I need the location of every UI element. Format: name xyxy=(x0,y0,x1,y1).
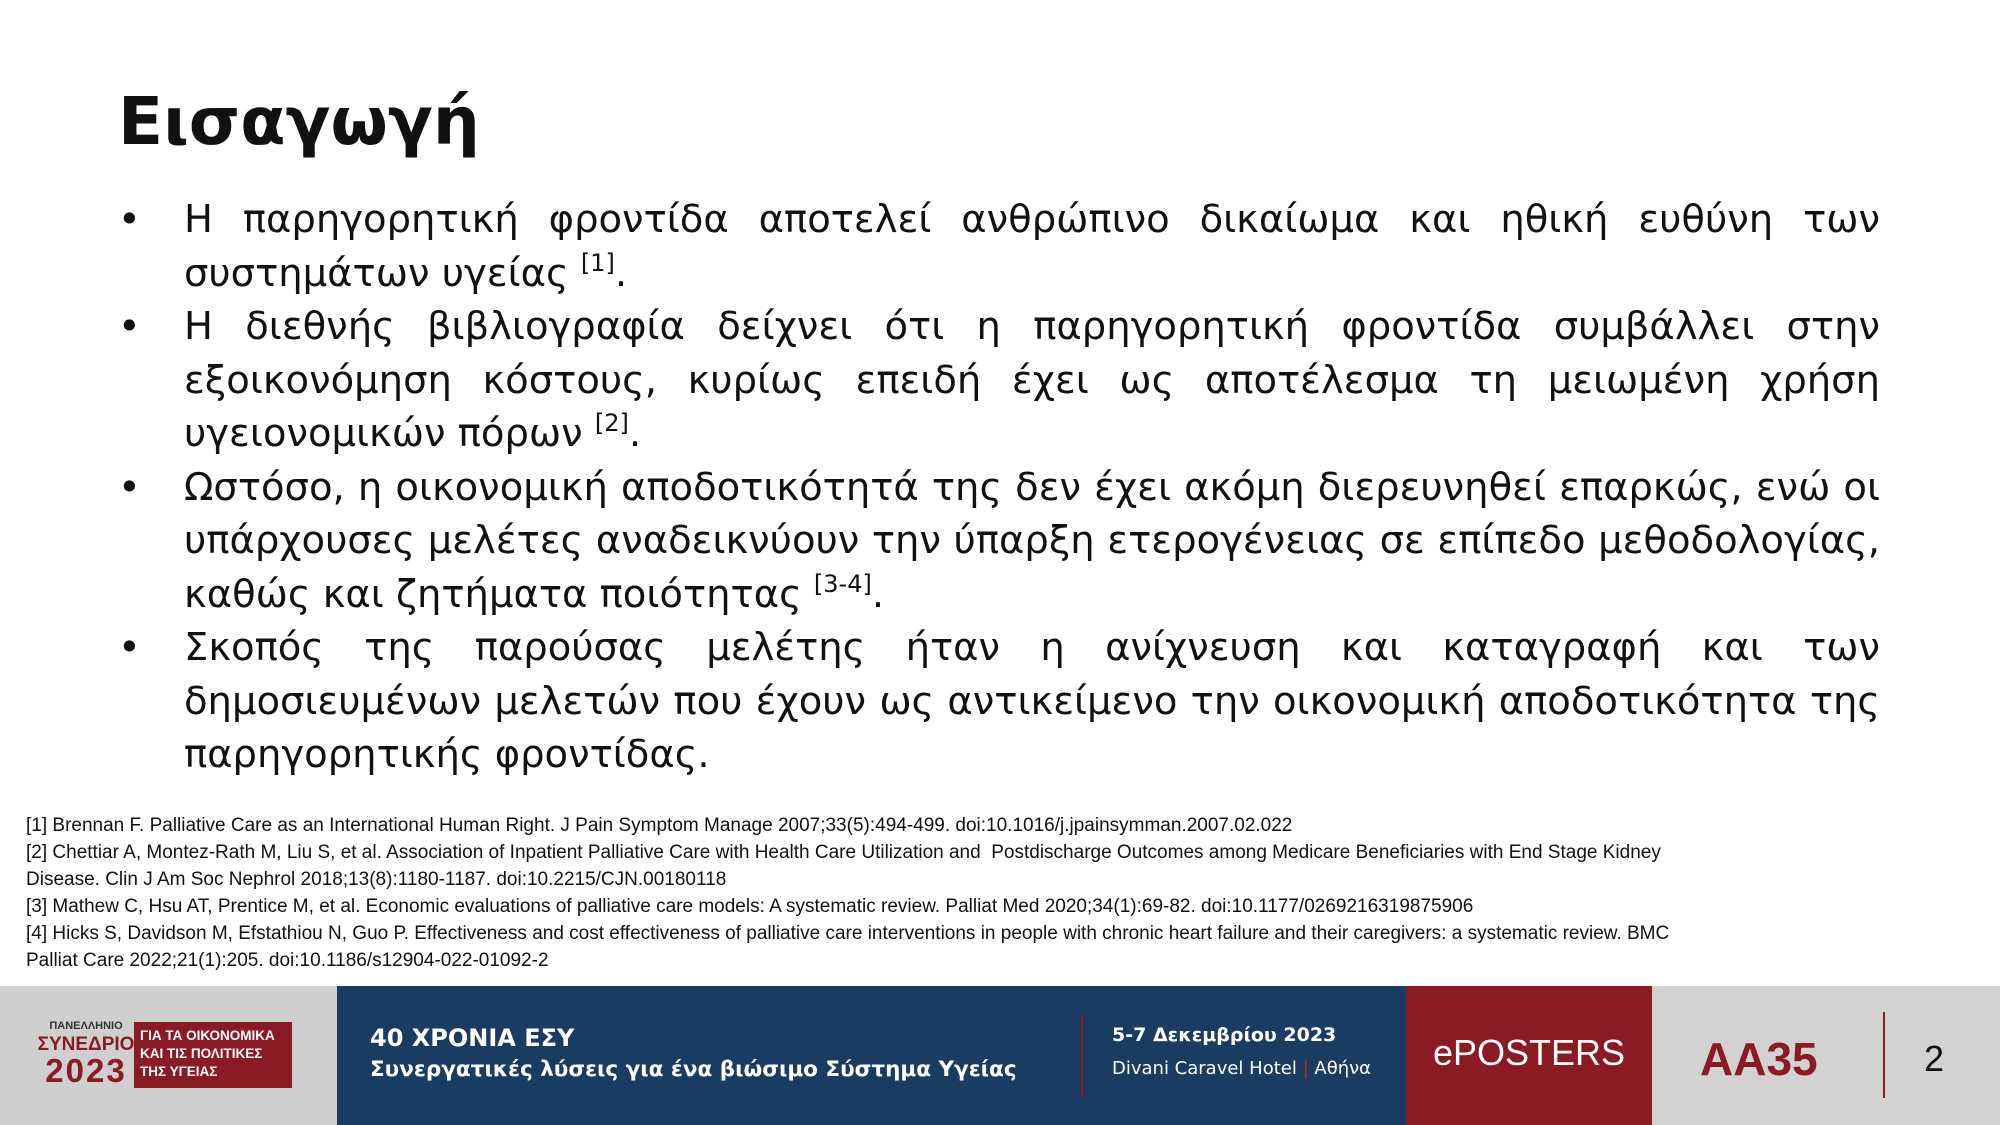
congress-logo-mid: ΣΥΝΕΔΡΙΟ xyxy=(37,1034,135,1055)
reference-line: [1] Brennan F. Palliative Care as an International Human Right. J Pain Symptom Manage 2007;33(5):494-499. doi:10.1016/j.jpainsymman.2007.02.022 xyxy=(26,815,1293,836)
footer-event-panel xyxy=(337,986,1406,1125)
bullet-end: . xyxy=(871,571,885,617)
bullet-text: Η παρηγορητική φροντίδα αποτελεί ανθρώπινο δικαίωμα και ηθική ευθύνη των συστημάτων υγείας xyxy=(184,197,1880,296)
venue-separator: | xyxy=(1302,1058,1309,1079)
reference-line: [4] Hicks S, Davidson M, Efstathiou N, Guo P. Effectiveness and cost effectiveness of palliative care interventions in people with chronic heart failure and their caregivers: a systematic review. BMC xyxy=(26,923,1670,944)
references xyxy=(26,812,1976,974)
reference-line: [2] Chettiar A, Montez-Rath M, Liu S, et al. Association of Inpatient Palliative Care with Health Care Utilization and Postdischarge Outcomes among Medicare Beneficiaries with End Stage Kidney xyxy=(26,842,1661,863)
eposters-label: ePOSTERS xyxy=(1432,1032,1626,1073)
event-venue xyxy=(1112,1058,1371,1079)
bullet-end: . xyxy=(628,411,642,456)
bullet-item xyxy=(118,193,1880,300)
venue-city: Αθήνα xyxy=(1314,1058,1372,1079)
congress-logo-year: 2023 xyxy=(45,1052,127,1089)
footer-banner xyxy=(0,986,2000,1125)
reference-line: [3] Mathew C, Hsu AT, Prentice M, et al. Economic evaluations of palliative care models: A systematic review. Palliat Med 2020;34(1):69-82. doi:10.1177/0269216319875906 xyxy=(26,896,1474,917)
citation-marker: [2] xyxy=(594,409,629,437)
bullet-text: Σκοπός της παρούσας μελέτης ήταν η ανίχνευση και καταγραφή και των δημοσιευμένων μελετών που έχουν ως αντικείμενο την οικονομική αποδοτικότητα της παρηγορητικής φροντίδας. xyxy=(184,625,1880,777)
citation-marker: [3-4] xyxy=(813,569,872,598)
bullet-marker: • xyxy=(118,304,141,349)
congress-logo-line: ΓΙΑ ΤΑ ΟΙΚΟΝΟΜΙΚΑ xyxy=(140,1028,275,1043)
bullet-text: Ωστόσο, η οικονομική αποδοτικότητά της δεν έχει ακόμη διερευνηθεί επαρκώς, ενώ οι υπάρχουσες μελέτες αναδεικνύουν την ύπαρξη ετερογένειας σε επίπεδο μεθοδολογίας, καθώς και ζητήματα ποιότητας xyxy=(184,464,1880,617)
event-subtitle: Συνεργατικές λύσεις για ένα βιώσιμο Σύστημα Υγείας xyxy=(370,1057,1017,1082)
bullet-item xyxy=(118,621,1880,782)
bullet-item xyxy=(118,300,1880,461)
event-title: 40 ΧΡΟΝΙΑ ΕΣΥ xyxy=(370,1024,575,1052)
bullet-end: . xyxy=(614,250,628,296)
reference-line: Palliat Care 2022;21(1):205. doi:10.1186/s12904-022-01092-2 xyxy=(26,950,549,971)
reference-line: Disease. Clin J Am Soc Nephrol 2018;13(8):1180-1187. doi:10.2215/CJN.00180118 xyxy=(26,869,727,890)
congress-logo-line: ΤΗΣ ΥΓΕΙΑΣ xyxy=(140,1064,218,1079)
slide-title: Εισαγωγή xyxy=(118,83,480,160)
poster-code: AA35 xyxy=(1700,1033,1818,1085)
venue-name: Divani Caravel Hotel xyxy=(1112,1058,1297,1079)
bullet-text: Η διεθνής βιβλιογραφία δείχνει ότι η παρηγορητική φροντίδα συμβάλλει στην εξοικονόμηση κόστους, κυρίως επειδή έχει ως αποτέλεσμα τη μειωμένη χρήση υγειονομικών πόρων xyxy=(184,304,1880,456)
page-number: 2 xyxy=(1924,1038,1945,1079)
citation-marker: [1] xyxy=(580,248,615,277)
footer-divider xyxy=(1081,1014,1083,1098)
bullet-marker: • xyxy=(118,464,141,510)
congress-logo-top: ΠΑΝΕΛΛΗΝΙΟ xyxy=(49,1020,123,1032)
event-date: 5-7 Δεκεμβρίου 2023 xyxy=(1112,1024,1337,1046)
congress-logo-line: ΚΑΙ ΤΙΣ ΠΟΛΙΤΙΚΕΣ xyxy=(140,1046,263,1061)
footer-divider xyxy=(1883,1012,1885,1098)
bullet-list xyxy=(118,193,1880,782)
bullet-marker: • xyxy=(118,625,141,670)
bullet-item xyxy=(118,461,1880,622)
bullet-marker: • xyxy=(118,197,141,242)
